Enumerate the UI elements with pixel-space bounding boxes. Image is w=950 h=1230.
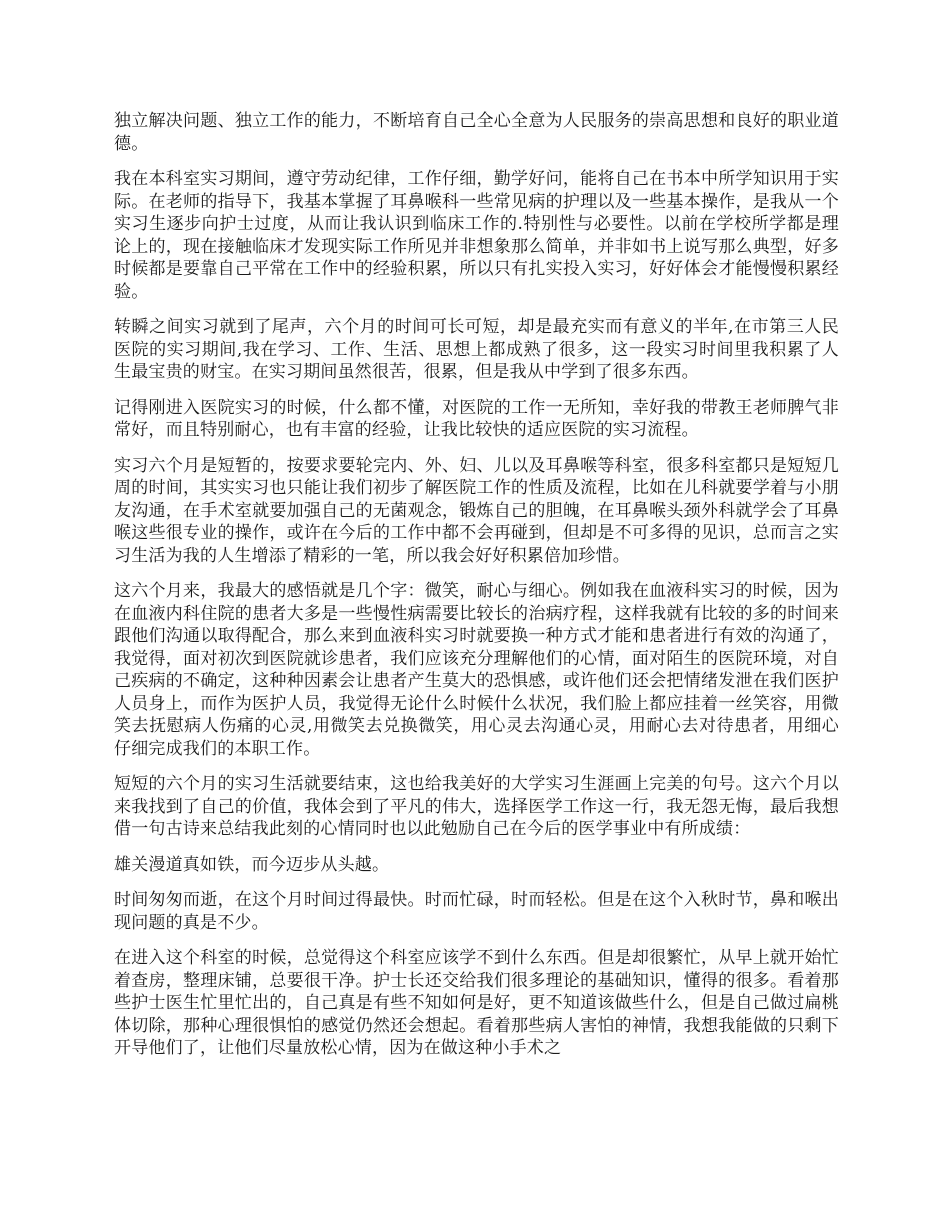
paragraph: 时间匆匆而逝，在这个月时间过得最快。时而忙碌，时而轻松。但是在这个入秋时节，鼻和喉出现问题的真是不少。 [114,890,839,933]
paragraph: 短短的六个月的实习生活就要结束，这也给我美好的大学实习生涯画上完美的句号。这六个月以来我找到了自己的价值，我体会到了平凡的伟大，选择医学工作这一行，我无怨无悔，最后我想借一句古诗来总结我此刻的心情同时也以此勉励自己在今后的医学事业中有所成绩： [114,774,839,839]
paragraph: 记得刚进入医院实习的时候，什么都不懂，对医院的工作一无所知，幸好我的带教王老师脾气非常好，而且特别耐心，也有丰富的经验，让我比较快的适应医院的实习流程。 [114,397,839,440]
paragraph: 转瞬之间实习就到了尾声，六个月的时间可长可短，却是最充实而有意义的半年,在市第三人民医院的实习期间,我在学习、工作、生活、思想上都成熟了很多，这一段实习时间里我积累了人生最宝贵的财宝。在实习期间虽然很苦，很累，但是我从中学到了很多东西。 [114,317,839,382]
paragraph: 实习六个月是短暂的，按要求要轮完内、外、妇、儿以及耳鼻喉等科室，很多科室都只是短短几周的时间，其实实习也只能让我们初步了解医院工作的性质及流程，比如在儿科就要学着与小朋友沟通，在手术室就要加强自己的无菌观念，锻炼自己的胆魄，在耳鼻喉头颈外科就学会了耳鼻喉这些很专业的操作，或许在今后的工作中都不会再碰到，但却是不可多得的见识，总而言之实习生活为我的人生增添了精彩的一笔，所以我会好好积累倍加珍惜。 [114,455,839,566]
paragraph: 我在本科室实习期间，遵守劳动纪律，工作仔细，勤学好问，能将自己在书本中所学知识用于实际。在老师的指导下，我基本掌握了耳鼻喉科一些常见病的护理以及一些基本操作，是我从一个实习生逐步向护士过度，从而让我认识到临床工作的.特别性与必要性。以前在学校所学都是理论上的，现在接触临床才发现实际工作所见并非想象那么简单，并非如书上说写那么典型，好多时候都是要靠自己平常在工作中的经验积累，所以只有扎实投入实习，好好体会才能慢慢积累经验。 [114,169,839,302]
paragraph: 这六个月来，我最大的感悟就是几个字：微笑，耐心与细心。例如我在血液科实习的时候，因为在血液内科住院的患者大多是一些慢性病需要比较长的治病疗程，这样我就有比较的多的时间来跟他们沟通以取得配合，那么来到血液科实习时就要换一种方式才能和患者进行有效的沟通了，我觉得，面对初次到医院就诊患者，我们应该充分理解他们的心情，面对陌生的医院环境，对自己疾病的不确定，这种种因素会让患者产生莫大的恐惧感，或许他们还会把情绪发泄在我们医护人员身上，而作为医护人员，我觉得无论什么时候什么状况，我们脸上都应挂着一丝笑容，用微笑去抚慰病人伤痛的心灵,用微笑去兑换微笑，用心灵去沟通心灵，用耐心去对待患者，用细心仔细完成我们的本职工作。 [114,581,839,759]
paragraph: 雄关漫道真如铁，而今迈步从头越。 [114,854,390,875]
paragraph: 独立解决问题、独立工作的能力，不断培育自己全心全意为人民服务的崇高思想和良好的职业道德。 [114,111,839,154]
paragraph: 在进入这个科室的时候，总觉得这个科室应该学不到什么东西。但是却很繁忙，从早上就开始忙着查房，整理床铺，总要很干净。护士长还交给我们很多理论的基础知识，懂得的很多。看着那些护士医生忙里忙出的，自己真是有些不知如何是好，更不知道该做些什么，但是自己做过扁桃体切除，那种心理很惧怕的感觉仍然还会想起。看着那些病人害怕的神情，我想我能做的只剩下开导他们了，让他们尽量放松心情，因为在做这种小手术之 [114,948,839,1058]
document-page [114,110,839,1073]
